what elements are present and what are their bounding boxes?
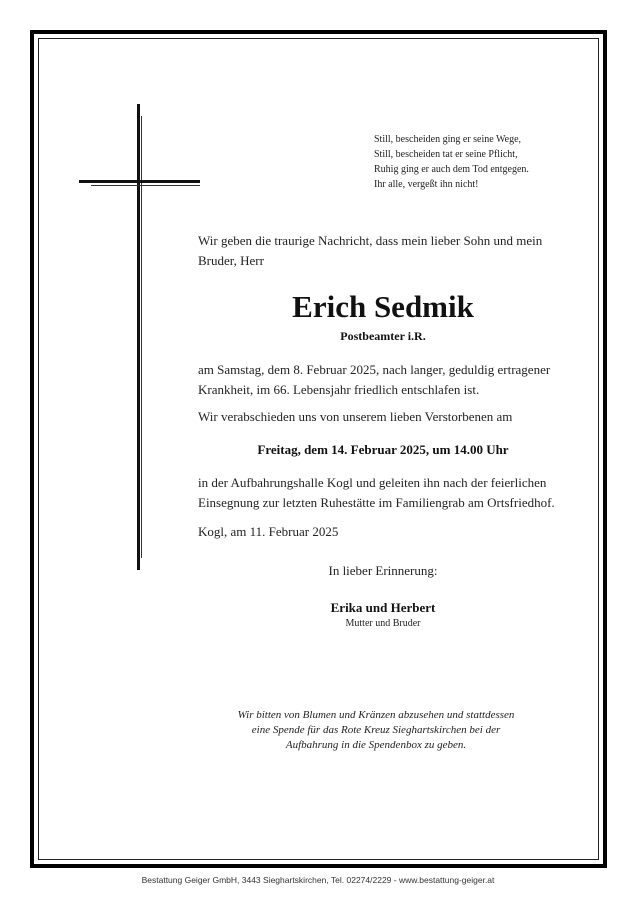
- service-date: Freitag, dem 14. Februar 2025, um 14.00 Uhr: [257, 442, 509, 457]
- donation-line: Aufbahrung in die Spendenbox zu geben.: [285, 739, 467, 751]
- death-line: Krankheit, im 66. Lebensjahr friedlich entschlafen ist.: [198, 382, 480, 397]
- death-paragraph: [198, 360, 558, 400]
- donation-request: [180, 708, 572, 753]
- farewell-text: Wir verabschieden uns von unserem lieben Verstorbenen am: [198, 409, 513, 424]
- death-line: am Samstag, dem 8. Februar 2025, nach langer, geduldig ertragener: [198, 362, 551, 377]
- intro-paragraph: [198, 231, 558, 271]
- cross-horizontal-shadow: [91, 185, 200, 186]
- cross-horizontal-beam: [79, 180, 200, 183]
- intro-line: Wir geben die traurige Nachricht, dass mein lieber Sohn und mein: [198, 233, 543, 248]
- hall-line: in der Aufbahrungshalle Kogl und geleiten ihn nach der feierlichen: [198, 475, 547, 490]
- hall-paragraph: [198, 473, 558, 513]
- poem: [374, 132, 574, 192]
- intro-line: Bruder, Herr: [198, 253, 264, 268]
- poem-line: Still, bescheiden tat er seine Pflicht,: [374, 149, 518, 160]
- deceased-title: Postbeamter i.R.: [340, 329, 426, 343]
- hall-line: Einsegnung zur letzten Ruhestätte im Familiengrab am Ortsfriedhof.: [198, 495, 555, 510]
- donation-line: Wir bitten von Blumen und Kränzen abzusehen und stattdessen: [237, 709, 515, 721]
- donation-line: eine Spende für das Rote Kreuz Sieghartskirchen bei der: [251, 724, 501, 736]
- mourner-relation: Mutter und Bruder: [345, 618, 421, 629]
- cross-vertical-beam: [137, 104, 140, 570]
- footer-contact: Bestattung Geiger GmbH, 3443 Sieghartskirchen, Tel. 02274/2229 - www.bestattung-geiger.at: [141, 875, 495, 885]
- place-date: Kogl, am 11. Februar 2025: [198, 524, 339, 539]
- poem-line: Ruhig ging er auch dem Tod entgegen.: [374, 164, 529, 175]
- memory-heading: In lieber Erinnerung:: [328, 563, 438, 578]
- poem-line: Ihr alle, vergeßt ihn nicht!: [374, 179, 479, 190]
- poem-line: Still, bescheiden ging er seine Wege,: [374, 134, 522, 145]
- deceased-name: Erich Sedmik: [292, 289, 474, 324]
- mourner-names: Erika und Herbert: [330, 600, 436, 615]
